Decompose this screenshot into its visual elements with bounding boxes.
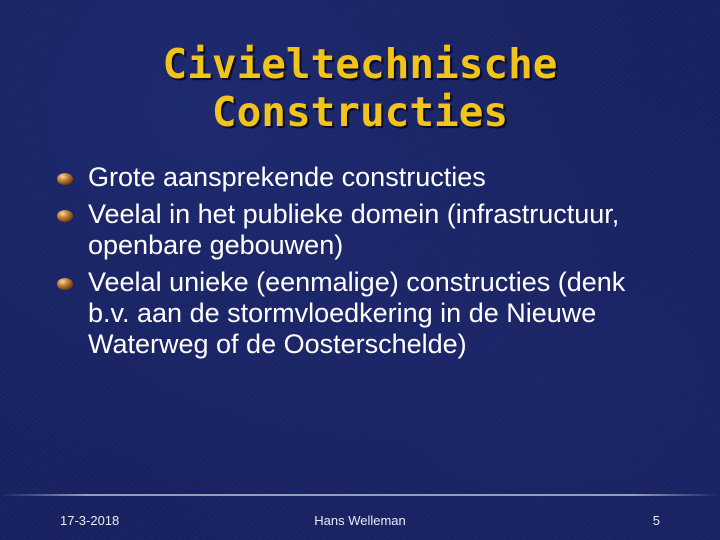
bronze-bullet-icon — [56, 209, 74, 223]
footer-author: Hans Welleman — [314, 513, 406, 528]
bullet-text: Veelal in het publieke domein (infrastructuur, openbare gebouwen) — [88, 199, 620, 260]
page-number: 5 — [652, 513, 660, 528]
slide-title-line-2: Constructies — [211, 88, 509, 136]
bronze-bullet-icon — [56, 277, 74, 291]
bullet-item — [54, 162, 674, 193]
slide-title — [60, 40, 660, 136]
bullet-list — [54, 162, 674, 366]
bullet-item — [54, 199, 674, 261]
bullet-text: Grote aansprekende constructies — [88, 162, 486, 192]
bullet-text: Veelal unieke (eenmalige) constructies (denk b.v. aan de stormvloedkering in de Nieuwe Waterweg of de Oosterschelde) — [88, 267, 626, 359]
bronze-bullet-icon — [56, 172, 74, 186]
bullet-item — [54, 267, 674, 360]
slide-title-line-1: Civieltechnische — [162, 40, 558, 88]
footer-divider — [0, 494, 720, 496]
footer-date: 17-3-2018 — [60, 513, 120, 528]
